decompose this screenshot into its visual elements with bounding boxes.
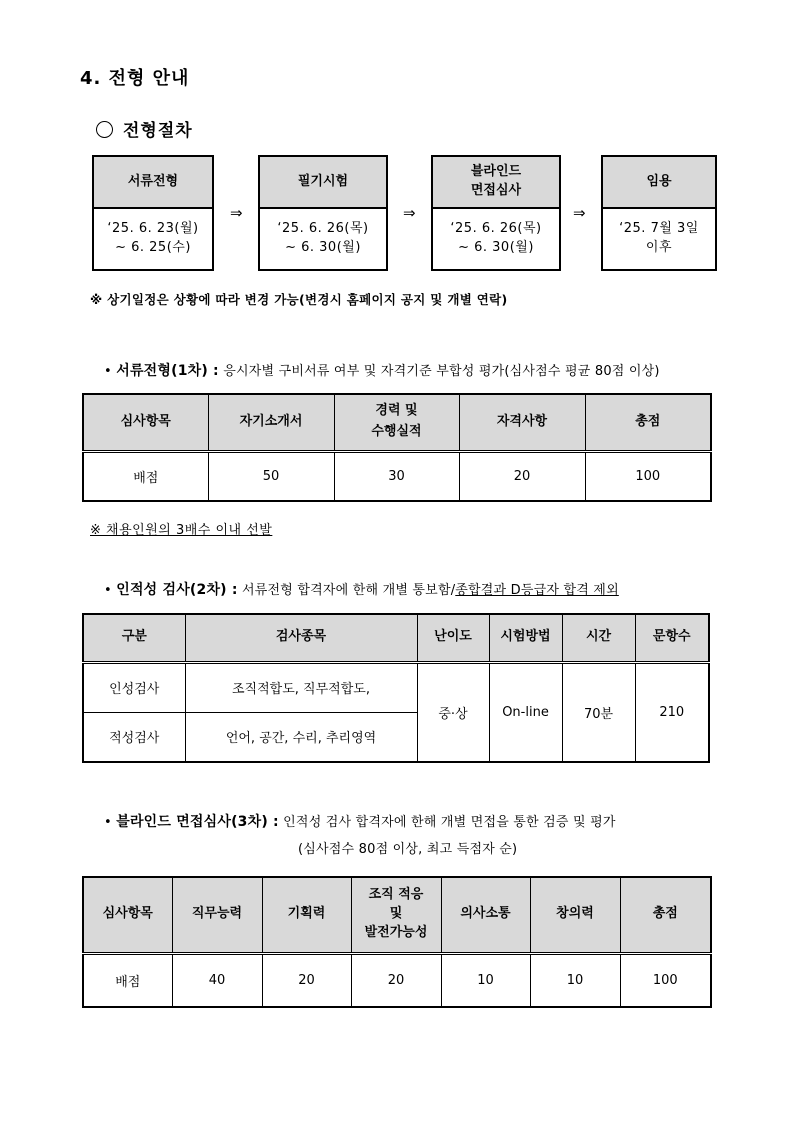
document-screening-heading	[104, 360, 660, 380]
table-header-row	[83, 394, 711, 451]
aptitude-test-heading	[104, 579, 619, 599]
arrow-right-icon: ⇒	[230, 204, 243, 222]
table-cell: 20	[262, 953, 351, 1007]
arrow-right-icon: ⇒	[403, 204, 416, 222]
interview-table	[82, 876, 712, 1008]
table-cell: 10	[530, 953, 620, 1007]
aptitude-test-title: 인적성 검사(2차) :	[116, 582, 238, 598]
section-title: 4. 전형 안내	[80, 68, 190, 89]
step-title: 서류전형	[94, 157, 212, 209]
table-cell: 조직적합도, 직무적합도,	[185, 662, 417, 712]
step-document-screening	[92, 155, 214, 271]
table-cell: 인성검사	[83, 662, 185, 712]
header-cell: 문항수	[635, 614, 709, 662]
arrow-right-icon: ⇒	[573, 204, 586, 222]
step-title: 필기시험	[260, 157, 386, 209]
step-appointment	[601, 155, 717, 271]
header-cell: 의사소통	[441, 877, 530, 953]
table-cell: 50	[208, 451, 334, 501]
table-header-row	[83, 614, 709, 662]
table-row	[83, 451, 711, 501]
header-cell: 총점	[620, 877, 711, 953]
interview-description: 인적성 검사 합격자에 한해 개별 면접을 통한 검증 및 평가	[283, 815, 616, 830]
step-date: ‘25. 6. 23(월) ~ 6. 25(수)	[107, 221, 199, 255]
step-title: 블라인드 면접심사	[433, 157, 559, 209]
table-cell: 210	[635, 662, 709, 762]
header-cell: 창의력	[530, 877, 620, 953]
table-cell: 중·상	[417, 662, 489, 762]
interview-title: 블라인드 면접심사(3차) :	[116, 814, 279, 830]
aptitude-test-description: 서류전형 합격자에 한해 개별 통보함/	[242, 583, 456, 598]
header-cell: 자격사항	[459, 394, 585, 451]
aptitude-test-exclusion: 종합결과 D등급자 합격 제외	[455, 583, 619, 598]
bullet-icon: •	[104, 815, 112, 830]
bullet-icon: •	[104, 583, 112, 598]
table-cell: 30	[334, 451, 459, 501]
schedule-note: ※ 상기일정은 상황에 따라 변경 가능(변경시 홈페이지 공지 및 개별 연락)	[90, 292, 508, 307]
document-screening-table	[82, 393, 712, 502]
step-date: ‘25. 6. 26(목) ~ 6. 30(월)	[277, 221, 369, 255]
table-cell: 적성검사	[83, 712, 185, 762]
bullet-icon: •	[104, 364, 112, 379]
header-cell: 난이도	[417, 614, 489, 662]
header-cell: 총점	[585, 394, 711, 451]
table-cell: 20	[459, 451, 585, 501]
header-cell: 검사종목	[185, 614, 417, 662]
document-screening-description: 응시자별 구비서류 여부 및 자격기준 부합성 평가(심사점수 평균 80점 이상)	[223, 364, 660, 379]
table-row	[83, 662, 709, 712]
step-date: ‘25. 7월 3일 이후	[619, 221, 699, 255]
step-date: ‘25. 6. 26(목) ~ 6. 30(월)	[450, 221, 542, 255]
header-cell: 직무능력	[172, 877, 262, 953]
interview-criteria: (심사점수 80점 이상, 최고 득점자 순)	[298, 842, 518, 857]
header-cell: 심사항목	[83, 877, 172, 953]
step-blind-interview	[431, 155, 561, 271]
header-cell: 시험방법	[489, 614, 562, 662]
interview-heading	[104, 811, 616, 831]
selection-note: ※ 채용인원의 3배수 이내 선발	[90, 523, 273, 538]
step-written-test	[258, 155, 388, 271]
table-cell: 100	[620, 953, 711, 1007]
subsection-title-text: 전형절차	[123, 121, 193, 141]
table-cell: 40	[172, 953, 262, 1007]
table-row	[83, 953, 711, 1007]
table-cell: 20	[351, 953, 441, 1007]
step-title: 임용	[603, 157, 715, 209]
table-header-row	[83, 877, 711, 953]
header-cell: 경력 및 수행실적	[334, 394, 459, 451]
table-cell: 배점	[83, 451, 208, 501]
header-cell: 자기소개서	[208, 394, 334, 451]
table-cell: On-line	[489, 662, 562, 762]
header-cell: 조직 적응 및 발전가능성	[351, 877, 441, 953]
table-cell: 70분	[562, 662, 635, 762]
header-cell: 기획력	[262, 877, 351, 953]
circle-icon	[96, 121, 113, 138]
header-cell: 심사항목	[83, 394, 208, 451]
header-cell: 구분	[83, 614, 185, 662]
table-cell: 배점	[83, 953, 172, 1007]
aptitude-test-table	[82, 613, 710, 763]
table-cell: 언어, 공간, 수리, 추리영역	[185, 712, 417, 762]
document-screening-title: 서류전형(1차) :	[116, 363, 219, 379]
header-cell: 시간	[562, 614, 635, 662]
table-cell: 10	[441, 953, 530, 1007]
table-cell: 100	[585, 451, 711, 501]
subsection-title	[96, 116, 193, 141]
